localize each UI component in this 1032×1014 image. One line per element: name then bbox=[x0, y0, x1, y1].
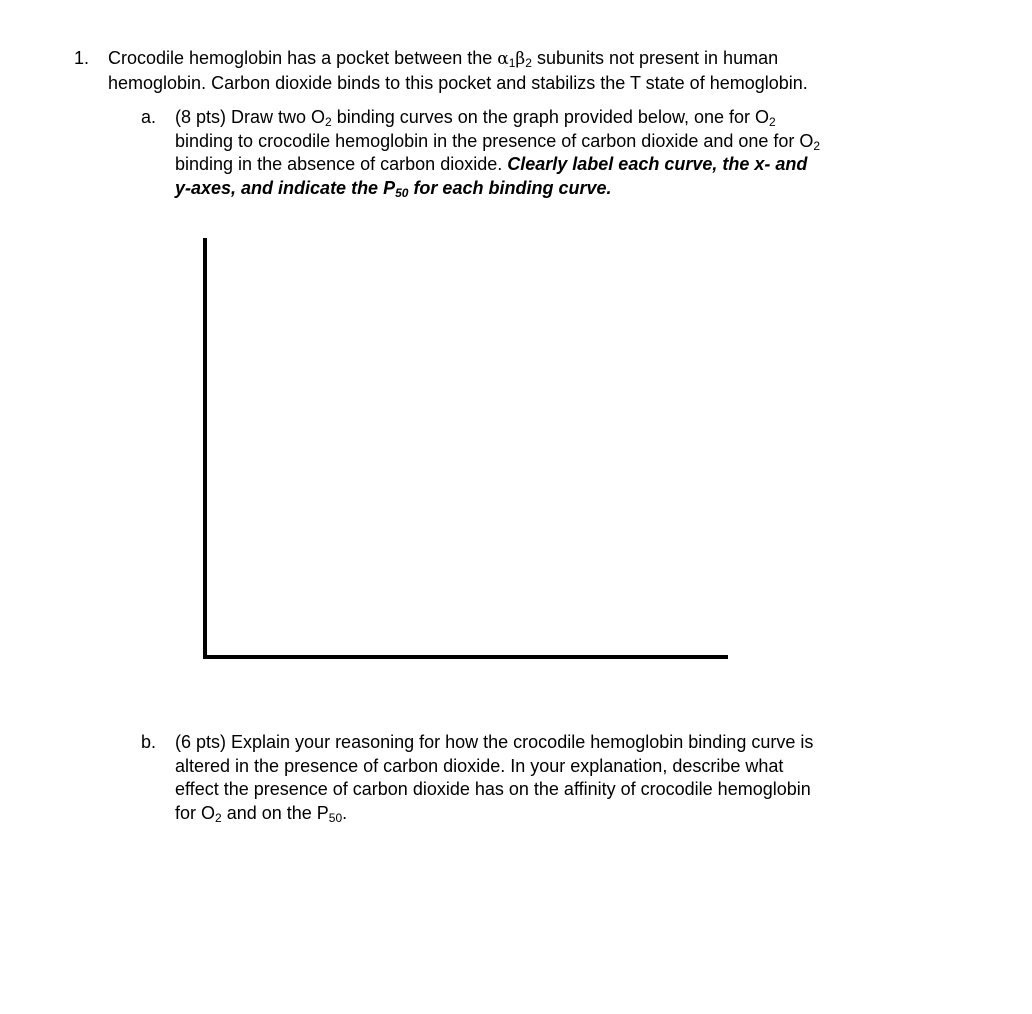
part-a-line-4: y-axes, and indicate the $P_{50}$ for each binding curve. bbox=[175, 177, 612, 200]
question-number: 1. bbox=[74, 48, 90, 68]
part-b-line-3: effect the presence of carbon dioxide has on the affinity of crocodile hemoglobin bbox=[175, 779, 811, 799]
question-intro-line-2: hemoglobin. Carbon dioxide binds to this pocket and stabilizs the T state of hemoglobin. bbox=[108, 72, 808, 93]
part-b-line-4: for $O_2$ and on the $P_{50}$. bbox=[175, 802, 348, 825]
part-a-label: a. bbox=[141, 107, 157, 127]
alpha-symbol: α bbox=[497, 49, 509, 69]
part-a-instruction-emphasis: Clearly label each curve, the x- and bbox=[507, 154, 808, 174]
part-a-line-3: binding in the absence of carbon dioxide. Clearly label each curve, the x- and bbox=[175, 154, 808, 174]
part-b-label: b. bbox=[141, 732, 157, 752]
part-b-text bbox=[175, 731, 935, 825]
question-intro-line-1: Crocodile hemoglobin has a pocket between the $\alpha_1\beta_2$ subunits not present in human bbox=[108, 48, 779, 70]
part-a-line-1: (8 pts) Draw two $O_2$ binding curves on the graph provided below, one for $O_2$ bbox=[175, 107, 776, 129]
beta-symbol: β bbox=[515, 49, 526, 69]
part-a-line-2: binding to crocodile hemoglobin in the presence of carbon dioxide and one for $O_2$ bbox=[175, 130, 821, 153]
part-b-line-2: altered in the presence of carbon dioxide. In your explanation, describe what bbox=[175, 755, 784, 776]
part-b-line-1: (6 pts) Explain your reasoning for how the crocodile hemoglobin binding curve is bbox=[175, 732, 814, 752]
